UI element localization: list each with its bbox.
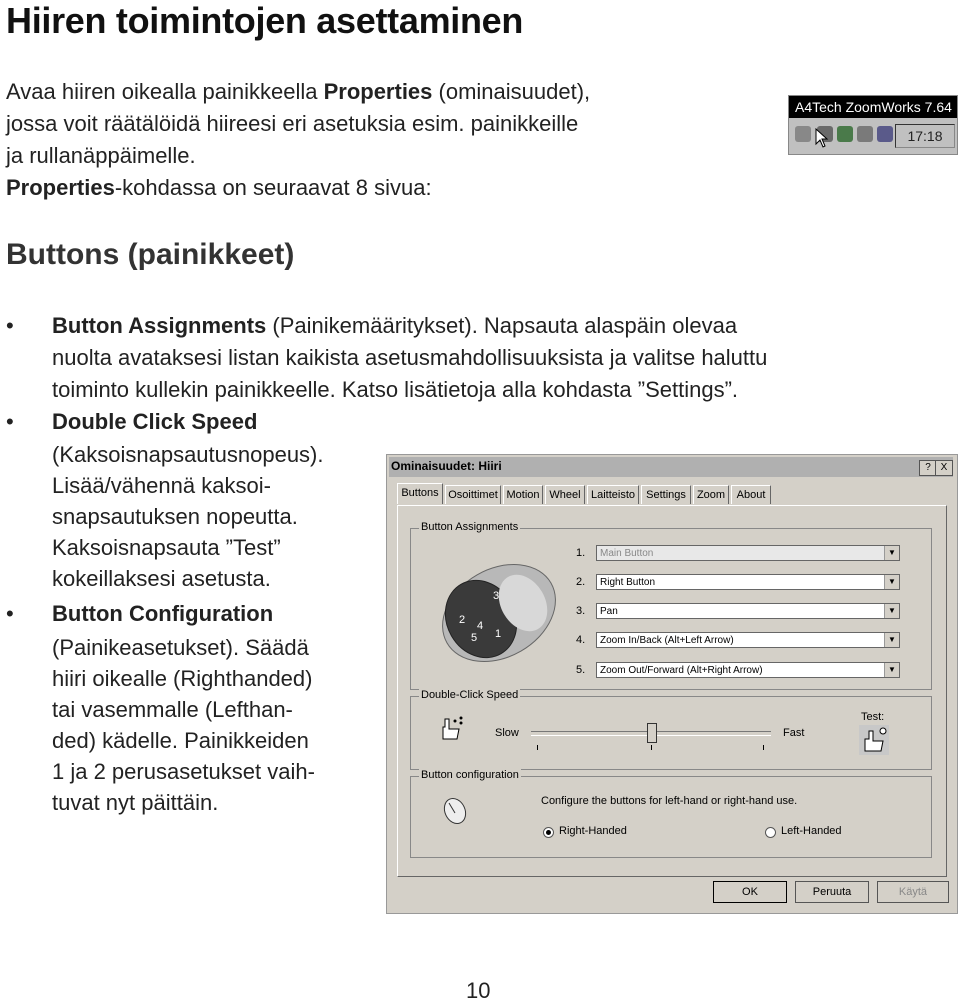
bullet-dot: • bbox=[6, 409, 14, 434]
tab-panel bbox=[397, 505, 947, 877]
bullet3-line: tai vasemmalle (Lefthan- bbox=[52, 697, 293, 722]
bullet2-line: kokeillaksesi asetusta. bbox=[52, 566, 271, 591]
bullet1-bold: Button Assignments bbox=[52, 313, 267, 338]
chevron-down-icon: ▼ bbox=[884, 546, 899, 560]
intro-properties-bold-2: Properties bbox=[6, 175, 115, 200]
double-click-speed-label: Double-Click Speed bbox=[421, 689, 519, 701]
tab-motion[interactable]: Motion bbox=[503, 485, 543, 504]
button3-value: Pan bbox=[600, 606, 618, 617]
mouse-label: 2 bbox=[459, 614, 466, 626]
left-handed-label: Left-Handed bbox=[781, 825, 842, 837]
button5-value: Zoom Out/Forward (Alt+Right Arrow) bbox=[600, 665, 763, 676]
test-area-icon[interactable] bbox=[859, 725, 889, 755]
bullet3-line: hiiri oikealle (Righthanded) bbox=[52, 666, 313, 691]
intro-text bbox=[6, 76, 766, 204]
bullet3-bold: Button Configuration bbox=[52, 601, 274, 626]
slider-tick bbox=[651, 745, 652, 750]
right-handed-label: Right-Handed bbox=[559, 825, 627, 837]
row-number: 1. bbox=[576, 547, 586, 559]
button4-select[interactable] bbox=[596, 632, 900, 648]
tray-screenshot bbox=[788, 95, 958, 155]
intro-line3: ja rullanäppäimelle. bbox=[6, 143, 196, 168]
mouse-icon bbox=[441, 791, 469, 827]
button5-select[interactable] bbox=[596, 662, 900, 678]
cancel-button[interactable]: Peruuta bbox=[795, 881, 869, 903]
double-click-speed-group bbox=[410, 689, 932, 770]
tray-title: A4Tech ZoomWorks 7.64 bbox=[789, 96, 957, 118]
mouse-diagram-icon bbox=[431, 555, 561, 670]
button1-value: Main Button bbox=[600, 548, 654, 559]
tab-laitteisto[interactable]: Laitteisto bbox=[587, 485, 639, 504]
intro-line2: jossa voit räätälöidä hiireesi eri asetuksia esim. painikkeille bbox=[6, 111, 579, 136]
bullet3-line: 1 ja 2 perusasetukset vaih- bbox=[52, 759, 315, 784]
right-handed-radio[interactable] bbox=[543, 827, 554, 838]
tab-settings[interactable]: Settings bbox=[641, 485, 691, 504]
bullet-dot: • bbox=[6, 601, 14, 626]
bullet2-bold: Double Click Speed bbox=[52, 409, 258, 434]
row-number: 3. bbox=[576, 605, 586, 617]
dialog-titlebar bbox=[389, 457, 953, 477]
row-number: 4. bbox=[576, 634, 586, 646]
speed-slider-thumb[interactable] bbox=[647, 723, 657, 743]
chevron-down-icon: ▼ bbox=[884, 604, 899, 618]
bullet3-line: tuvat nyt päittäin. bbox=[52, 790, 219, 815]
page-title: Hiiren toimintojen asettaminen bbox=[6, 0, 524, 41]
bullet2-line: Kaksoisnapsauta ”Test” bbox=[52, 535, 281, 560]
apply-button[interactable]: Käytä bbox=[877, 881, 949, 903]
button4-value: Zoom In/Back (Alt+Left Arrow) bbox=[600, 635, 734, 646]
button-assignments-label: Button Assignments bbox=[421, 521, 519, 533]
page-number: 10 bbox=[466, 978, 491, 1003]
button-configuration-label: Button configuration bbox=[421, 769, 519, 781]
chevron-down-icon: ▼ bbox=[884, 575, 899, 589]
bullet3-body bbox=[52, 632, 315, 818]
bullet1-line3: toiminto kullekin painikkeelle. Katso lisätietoja alla kohdasta ”Settings”. bbox=[52, 377, 739, 402]
mouse-properties-dialog bbox=[386, 454, 958, 914]
tray-clock: 17:18 bbox=[895, 124, 955, 148]
button3-select[interactable] bbox=[596, 603, 900, 619]
intro-line4-b: -kohdassa on seuraavat 8 sivua: bbox=[114, 175, 432, 200]
button-assignments-group bbox=[410, 521, 932, 690]
tray-icon bbox=[877, 126, 893, 142]
row-number: 5. bbox=[576, 664, 586, 676]
ok-button[interactable]: OK bbox=[713, 881, 787, 903]
chevron-down-icon: ▼ bbox=[884, 633, 899, 647]
button1-select[interactable] bbox=[596, 545, 900, 561]
tab-buttons[interactable]: Buttons bbox=[397, 483, 443, 504]
slow-label: Slow bbox=[495, 727, 519, 739]
bullet2-body bbox=[52, 439, 324, 594]
close-button[interactable]: X bbox=[935, 460, 953, 476]
fast-label: Fast bbox=[783, 727, 805, 739]
intro-properties-bold: Properties bbox=[323, 79, 433, 104]
button-configuration-group bbox=[410, 769, 932, 858]
bullet2-line: (Kaksoisnapsautusnopeus). bbox=[52, 442, 324, 467]
tab-osoittimet[interactable]: Osoittimet bbox=[445, 485, 501, 504]
double-click-hand-icon bbox=[437, 715, 469, 743]
slider-tick bbox=[537, 745, 538, 750]
bullet2-line: Lisää/vähennä kaksoi- bbox=[52, 473, 271, 498]
test-label: Test: bbox=[861, 711, 885, 723]
bullet-double-click-speed bbox=[6, 406, 386, 438]
tab-zoom[interactable]: Zoom bbox=[693, 485, 729, 504]
section-heading: Buttons (painikkeet) bbox=[6, 238, 295, 271]
tray-icon bbox=[837, 126, 853, 142]
left-handed-radio[interactable] bbox=[765, 827, 776, 838]
cursor-arrow-icon bbox=[815, 128, 829, 148]
help-button[interactable]: ? bbox=[919, 460, 937, 476]
chevron-down-icon: ▼ bbox=[884, 663, 899, 677]
mouse-label: 4 bbox=[477, 620, 484, 632]
bullet2-line: snapsautuksen nopeutta. bbox=[52, 504, 298, 529]
mouse-label: 5 bbox=[471, 632, 478, 644]
button2-select[interactable] bbox=[596, 574, 900, 590]
bullet1-line2: nuolta avataksesi listan kaikista asetusmahdollisuuksista ja valitse haluttu bbox=[52, 345, 768, 370]
mouse-tray-icon bbox=[795, 126, 811, 142]
bullet3-line: (Painikeasetukset). Säädä bbox=[52, 635, 309, 660]
bullet1-line1: (Painikemääritykset). Napsauta alaspäin olevaa bbox=[266, 313, 738, 338]
bullet-dot: • bbox=[6, 313, 14, 338]
intro-line1-a: Avaa hiiren oikealla painikkeella bbox=[6, 79, 324, 104]
tab-about[interactable]: About bbox=[731, 485, 771, 504]
tab-wheel[interactable]: Wheel bbox=[545, 485, 585, 504]
mouse-label: 1 bbox=[495, 628, 502, 640]
mouse-label: 3 bbox=[493, 590, 500, 602]
row-number: 2. bbox=[576, 576, 586, 588]
dialog-title: Ominaisuudet: Hiiri bbox=[391, 459, 502, 473]
bullet-button-assignments bbox=[6, 310, 946, 410]
slider-tick bbox=[763, 745, 764, 750]
config-description: Configure the buttons for left-hand or right-hand use. bbox=[541, 795, 798, 807]
bullet3-line: ded) kädelle. Painikkeiden bbox=[52, 728, 309, 753]
intro-line1-c: (ominaisuudet), bbox=[432, 79, 591, 104]
bullet-button-configuration bbox=[6, 598, 386, 630]
tray-icon bbox=[857, 126, 873, 142]
button2-value: Right Button bbox=[600, 577, 656, 588]
